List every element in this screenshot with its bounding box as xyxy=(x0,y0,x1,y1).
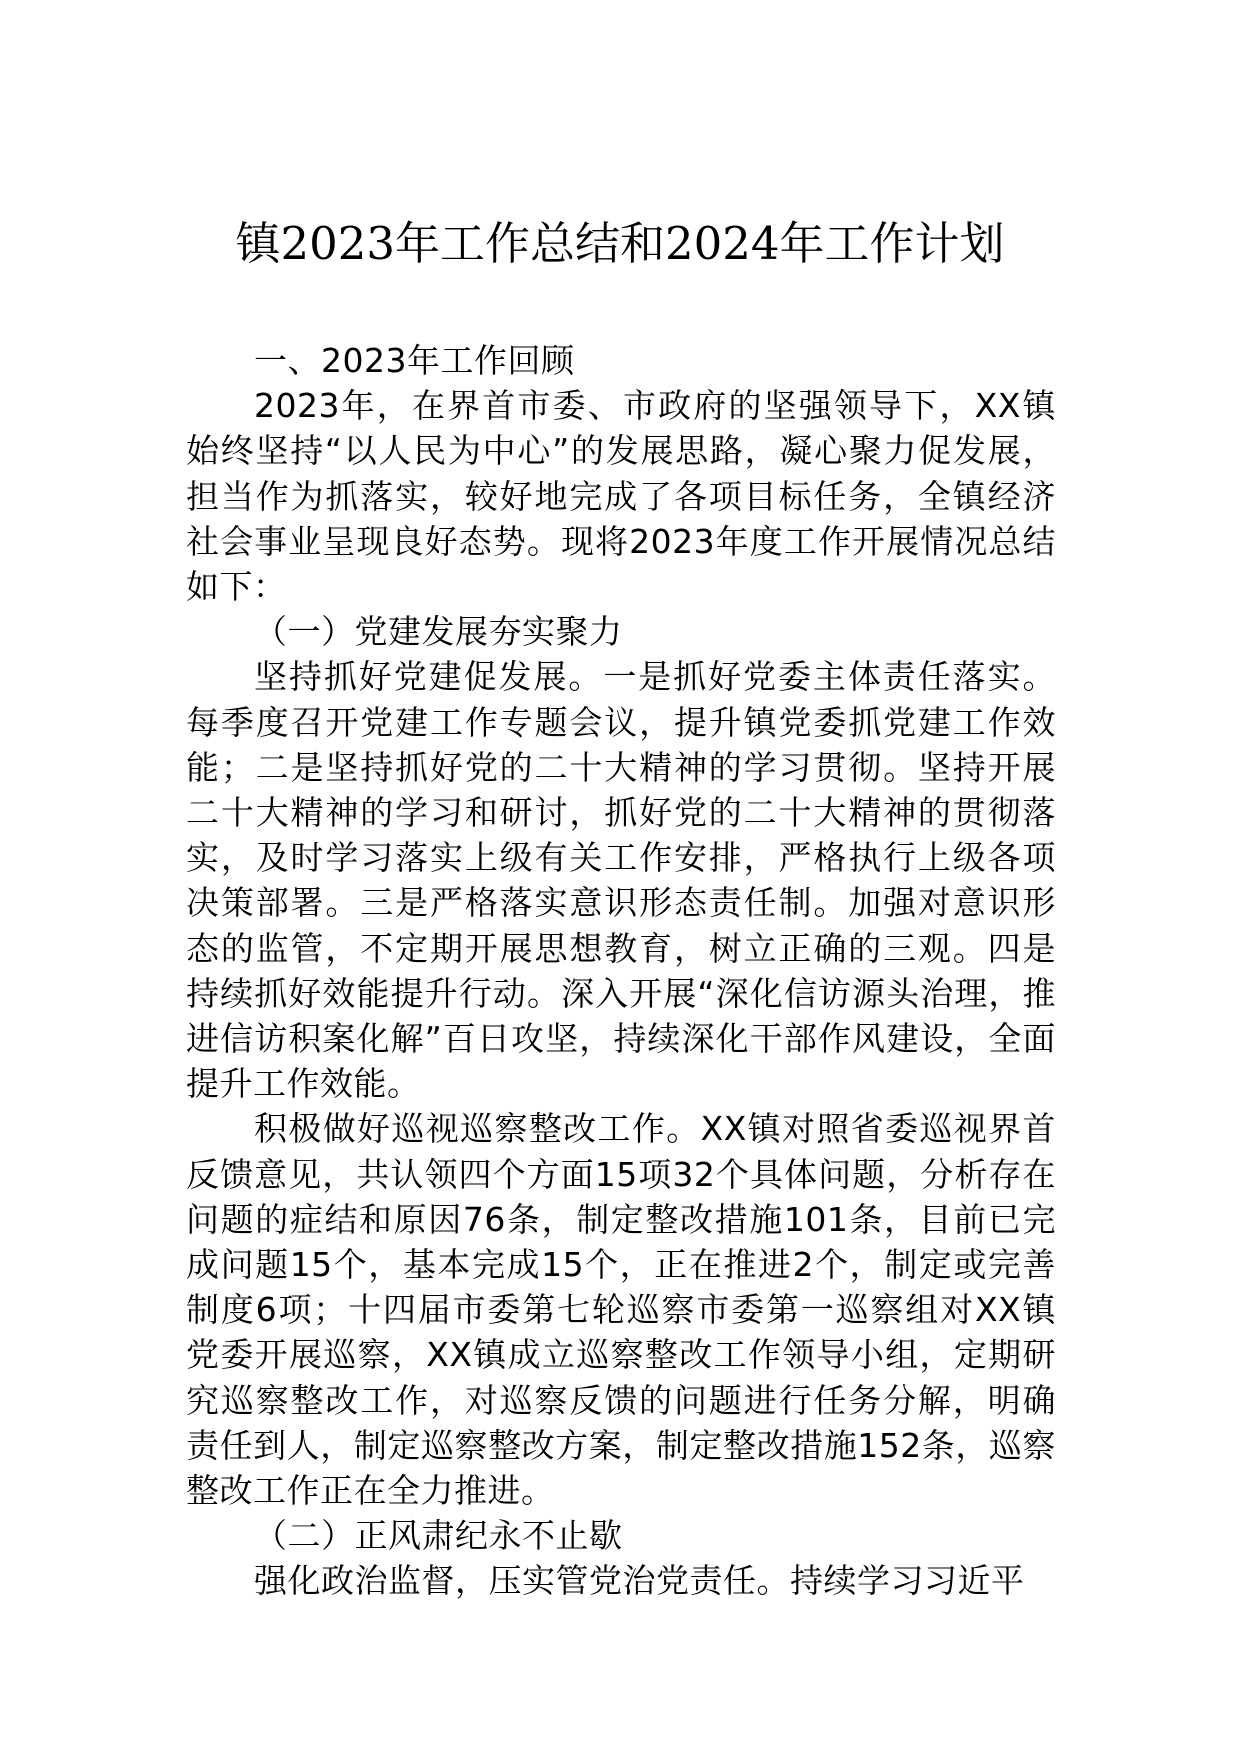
paragraph-political-supervision: 强化政治监督，压实管党治党责任。持续学习习近平 xyxy=(254,1561,1025,1601)
paragraph-party-building: 坚持抓好党建促发展。一是抓好党委主体责任落实。每季度召开党建工作专题会议，提升镇党委抓党建工作效能；二是坚持抓好党的二十大精神的学习贯彻。坚持开展二十大精神的学习和研讨，抓好党的二十大精神的贯彻落实，及时学习落实上级有关工作安排，严格执行上级各项决策部署。三是严格落实意识形态责任制。加强对意识形态的监管，不定期开展思想教育，树立正确的三观。四是持续抓好效能提升行动。深入开展“深化信访源头治理，推进信访积案化解”百日攻坚，持续深化干部作风建设，全面提升工作效能。 xyxy=(186,657,1056,1104)
document-title: 镇2023年工作总结和2024年工作计划 xyxy=(235,217,1005,270)
subsection-heading-party-building: （一）党建发展夯实聚力 xyxy=(254,612,623,652)
paragraph-intro: 2023年，在界首市委、市政府的坚强领导下，XX镇始终坚持“以人民为中心”的发展思路，凝心聚力促发展，担当作为抓落实，较好地完成了各项目标任务，全镇经济社会事业呈现良好态势。现将2023年度工作开展情况总结如下： xyxy=(186,386,1056,607)
section-heading-review: 一、2023年工作回顾 xyxy=(254,341,575,380)
subsection-heading-discipline: （二）正风肃纪永不止歇 xyxy=(254,1516,623,1556)
paragraph-inspection-rectification: 积极做好巡视巡察整改工作。XX镇对照省委巡视界首反馈意见，共认领四个方面15项32个具体问题，分析存在问题的症结和原因76条，制定整改措施101条，目前已完成问题15个，基本完成15个，正在推进2个，制定或完善制度6项；十四届市委第七轮巡察市委第一巡察组对XX镇党委开展巡察，XX镇成立巡察整改工作领导小组，定期研究巡察整改工作，对巡察反馈的问题进行任务分解，明确责任到人，制定巡察整改方案，制定整改措施152条，巡察整改工作正在全力推进。 xyxy=(186,1109,1056,1511)
document-body xyxy=(186,338,1056,1604)
